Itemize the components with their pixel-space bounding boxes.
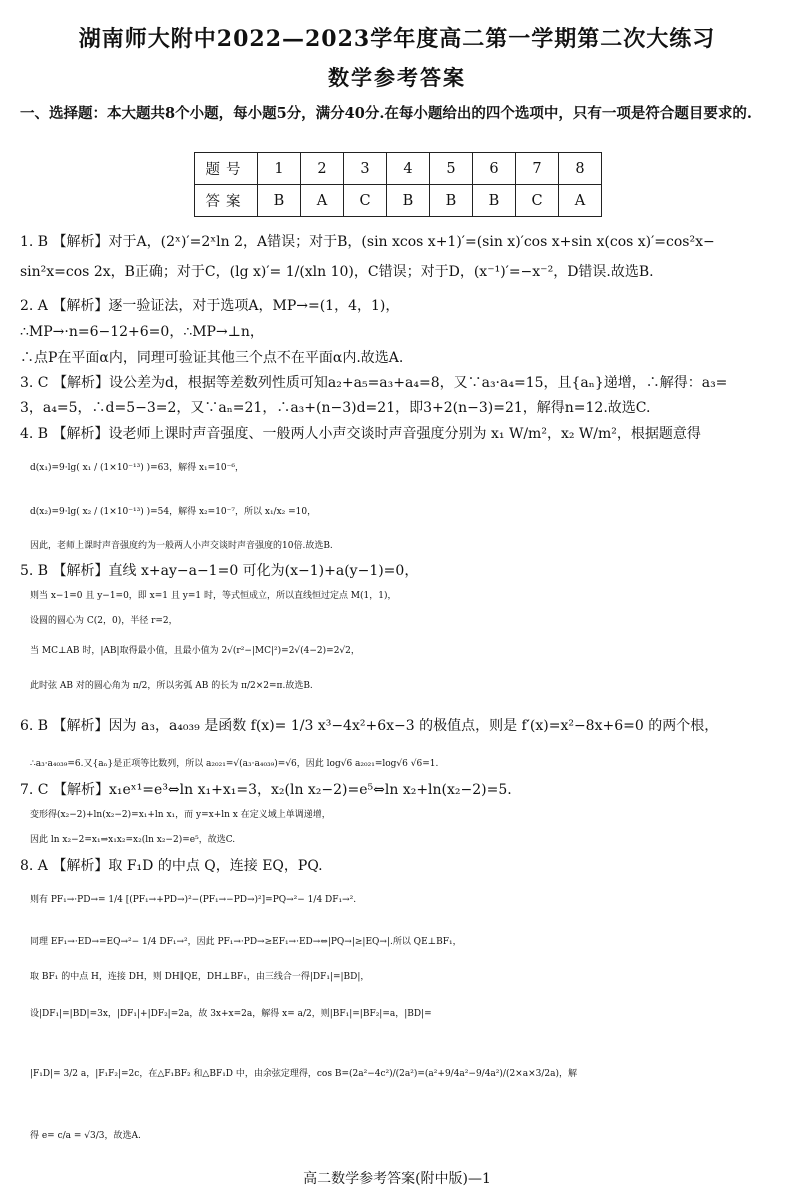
answer-cell: A	[559, 185, 602, 217]
solution-line: 1. B 【解析】对于A，(2ˣ)′=2ˣln 2，A错误；对于B，(sin xcos x+1)′=(sin x)′cos x+sin x(cos x)′=cos²x−	[20, 234, 715, 250]
solution-line: 因此，老师上课时声音强度约为一般两人小声交谈时声音强度的10倍.故选B.	[30, 541, 333, 551]
solution-line: 同理 EF₁→·ED→=EQ→²− 1/4 DF₁→²，因此 PF₁→·PD→≥EF₁→·ED→⇔|PQ→|≥|EQ→|.所以 QE⊥BF₁，	[30, 937, 462, 947]
solution-line: 3，a₄=5，∴d=5−3=2，又∵aₙ=21，∴a₃+(n−3)d=21，即3+2(n−3)=21，解得n=12.故选C.	[20, 400, 651, 416]
question-number: 5	[430, 153, 473, 185]
answer-cell: B	[430, 185, 473, 217]
question-number: 7	[516, 153, 559, 185]
answer-cell: B	[387, 185, 430, 217]
solution-line: ∴点P在平面α内，同理可验证其他三个点不在平面α内.故选A.	[20, 350, 404, 366]
document-title: 湖南师大附中2022—2023学年度高二第一学期第二次大练习	[78, 26, 716, 52]
solution-line: 则当 x−1=0 且 y−1=0，即 x=1 且 y=1 时，等式恒成立，所以直线恒过定点 M(1，1)，	[30, 591, 397, 601]
solution-line: 因此 ln x₂−2=x₁⇒x₁x₂=x₂(ln x₂−2)=e⁵，故选C.	[30, 835, 236, 845]
solution-line: |F₁D|= 3/2 a，|F₁F₂|=2c，在△F₁BF₂ 和△BF₁D 中，由余弦定理得，cos B=(2a²−4c²)/(2a²)=(a²+9/4a²−9/4a²)/(2×a×3/2a)，解	[30, 1069, 577, 1079]
solution-line: 得 e= c/a = √3/3，故选A.	[30, 1131, 141, 1141]
solution-line: 设圆的圆心为 C(2，0)，半径 r=2，	[30, 616, 178, 626]
answer-table-row-answers	[195, 185, 602, 217]
solution-line: 6. B 【解析】因为 a₃，a₄₀₃₉ 是函数 f(x)= 1/3 x³−4x²+6x−3 的极值点，则是 f′(x)=x²−8x+6=0 的两个根，	[20, 718, 719, 734]
question-number: 4	[387, 153, 430, 185]
solution-line: 此时弦 AB 对的圆心角为 π/2，所以劣弧 AB 的长为 π/2×2=π.故选B.	[30, 681, 313, 691]
solution-line: d(x₁)=9·lg( x₁ / (1×10⁻¹³) )=63，解得 x₁=10⁻⁶，	[30, 463, 245, 473]
page-footer: 高二数学参考答案(附中版)—1	[303, 1171, 491, 1187]
question-number: 3	[344, 153, 387, 185]
solution-line: 2. A 【解析】逐一验证法，对于选项A，MP→=(1，4，1)，	[20, 298, 400, 314]
answer-cell: B	[258, 185, 301, 217]
answer-table	[194, 152, 602, 217]
document-subtitle: 数学参考答案	[328, 65, 466, 90]
solution-line: 则有 PF₁→·PD→= 1/4 [(PF₁→+PD→)²−(PF₁→−PD→)²]=PQ→²− 1/4 DF₁→².	[30, 895, 357, 905]
section-intro: 一、选择题：本大题共8个小题，每小题5分，满分40分.在每小题给出的四个选项中，只有一项是符合题目要求的.	[20, 105, 752, 122]
answer-cell: C	[516, 185, 559, 217]
solution-line: 取 BF₁ 的中点 H，连接 DH，则 DH∥QE，DH⊥BF₁，由三线合一得|DF₁|=|BD|，	[30, 972, 370, 982]
solution-line: 8. A 【解析】取 F₁D 的中点 Q，连接 EQ，PQ.	[20, 858, 323, 874]
solution-line: d(x₂)=9·lg( x₂ / (1×10⁻¹³) )=54，解得 x₂=10⁻⁷，所以 x₁/x₂ =10，	[30, 507, 317, 517]
solution-line: 7. C 【解析】x₁eˣ¹=e³⇔ln x₁+x₁=3，x₂(ln x₂−2)=e⁵⇔ln x₂+ln(x₂−2)=5.	[20, 782, 512, 798]
table-header-answer: 答案	[195, 185, 258, 217]
solution-line: 变形得(x₂−2)+ln(x₂−2)=x₁+ln x₁，而 y=x+ln x 在定义域上单调递增，	[30, 810, 331, 820]
answer-cell: B	[473, 185, 516, 217]
solution-line: sin²x=cos 2x，B正确；对于C，(lg x)′= 1/(xln 10)，C错误；对于D，(x⁻¹)′=−x⁻²，D错误.故选B.	[20, 264, 654, 280]
solution-line: 设|DF₁|=|BD|=3x，|DF₁|+|DF₂|=2a，故 3x+x=2a，解得 x= a/2，则|BF₁|=|BF₂|=a，|BD|=	[30, 1009, 432, 1019]
solution-line: 5. B 【解析】直线 x+ay−a−1=0 可化为(x−1)+a(y−1)=0，	[20, 563, 419, 579]
question-number: 8	[559, 153, 602, 185]
answer-table-row-numbers	[195, 153, 602, 185]
question-number: 1	[258, 153, 301, 185]
question-number: 6	[473, 153, 516, 185]
solution-line: ∴MP→·n=6−12+6=0，∴MP→⊥n，	[20, 324, 264, 340]
solution-line: 当 MC⊥AB 时，|AB|取得最小值，且最小值为 2√(r²−|MC|²)=2√(4−2)=2√2，	[30, 646, 360, 656]
solution-line: 4. B 【解析】设老师上课时声音强度、一般两人小声交谈时声音强度分别为 x₁ W/m²，x₂ W/m²，根据题意得	[20, 426, 701, 442]
answer-cell: A	[301, 185, 344, 217]
answer-cell: C	[344, 185, 387, 217]
solution-line: 3. C 【解析】设公差为d，根据等差数列性质可知a₂+a₅=a₃+a₄=8，又∵a₃·a₄=15，且{aₙ}递增，∴解得：a₃=	[20, 375, 728, 391]
solution-line: ∴a₃·a₄₀₃₉=6.又{aₙ}是正项等比数列，所以 a₂₀₂₁=√(a₃·a₄₀₃₉)=√6，因此 log√6 a₂₀₂₁=log√6 √6=1.	[30, 759, 439, 769]
question-number: 2	[301, 153, 344, 185]
table-header-number: 题号	[195, 153, 258, 185]
